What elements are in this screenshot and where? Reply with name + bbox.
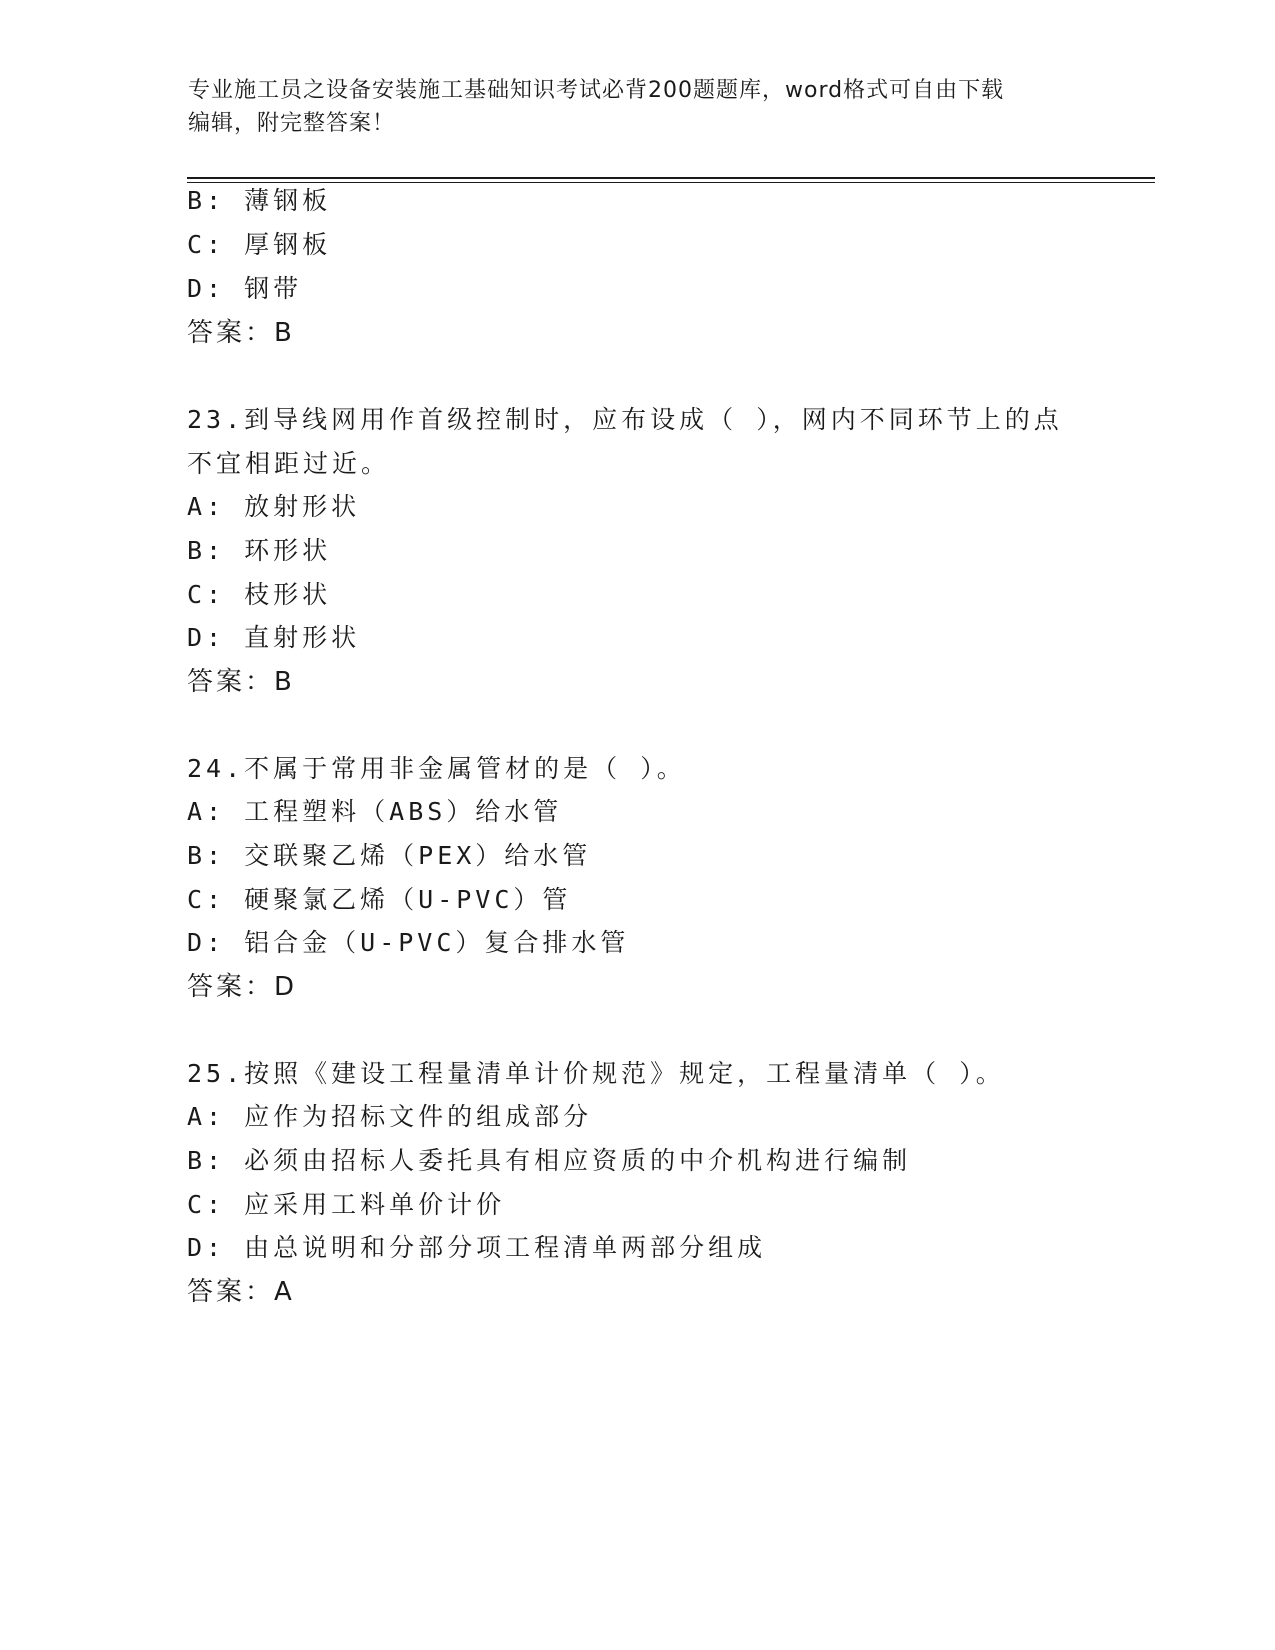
q24-answer: 答案：D: [187, 972, 298, 1002]
q22-option-c: C: 厚钢板: [187, 230, 332, 259]
header-divider-thick: [187, 177, 1155, 179]
q23-option-c: C: 枝形状: [187, 580, 332, 609]
q24-option-b: B: 交联聚乙烯（PEX）给水管: [187, 841, 592, 870]
q25-option-a: A: 应作为招标文件的组成部分: [187, 1102, 593, 1131]
q23-option-b: B: 环形状: [187, 536, 332, 565]
header-title-line-2: 编辑，附完整答案！: [188, 111, 396, 136]
q23-option-d: D: 直射形状: [187, 623, 361, 652]
q22-answer: 答案：B: [187, 318, 295, 348]
q24-option-c: C: 硬聚氯乙烯（U-PVC）管: [187, 885, 572, 914]
q23-stem-line-2: 不宜相距过近。: [187, 449, 391, 478]
q25-answer: 答案：A: [187, 1277, 295, 1307]
q25-option-b: B: 必须由招标人委托具有相应资质的中介机构进行编制: [187, 1146, 912, 1175]
q22-option-b: B: 薄钢板: [187, 186, 332, 215]
header-divider-thin: [187, 182, 1155, 183]
q23-stem-line-1: 23.到导线网用作首级控制时，应布设成（ ），网内不同环节上的点: [187, 405, 1063, 434]
q22-option-d: D: 钢带: [187, 274, 303, 303]
q25-option-c: C: 应采用工料单价计价: [187, 1190, 506, 1219]
q24-option-d: D: 铝合金（U-PVC）复合排水管: [187, 928, 630, 957]
q25-stem-line-1: 25.按照《建设工程量清单计价规范》规定，工程量清单（ ）。: [187, 1059, 1005, 1088]
q24-stem-line-1: 24.不属于常用非金属管材的是（ ）。: [187, 754, 686, 783]
q25-option-d: D: 由总说明和分部分项工程清单两部分组成: [187, 1233, 767, 1262]
q24-option-a: A: 工程塑料（ABS）给水管: [187, 797, 563, 826]
header-title-line-1: 专业施工员之设备安装施工基础知识考试必背200题题库，word格式可自由下载: [188, 78, 1005, 103]
q23-answer: 答案：B: [187, 667, 295, 697]
document-header: [188, 74, 1088, 140]
q23-option-a: A: 放射形状: [187, 492, 361, 521]
